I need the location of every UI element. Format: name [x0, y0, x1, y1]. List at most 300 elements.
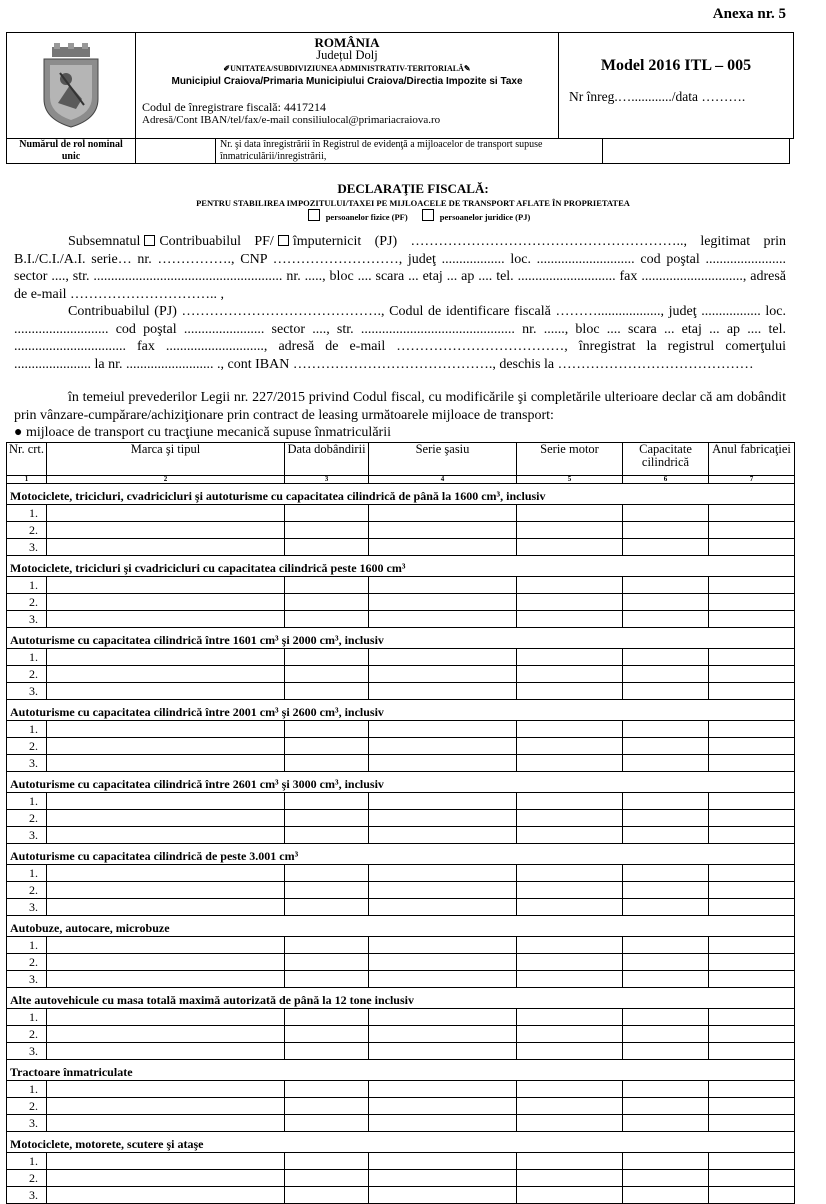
row-number: 1. — [7, 505, 47, 522]
table-cell-input[interactable] — [623, 666, 709, 683]
table-cell-input[interactable] — [709, 666, 795, 683]
table-cell-input[interactable] — [285, 1153, 369, 1170]
category-row — [7, 628, 795, 649]
table-cell-input[interactable] — [623, 1081, 709, 1098]
table-cell-input[interactable] — [709, 971, 795, 988]
table-cell-input[interactable] — [623, 1153, 709, 1170]
column-number: 5 — [517, 476, 623, 484]
table-cell-input[interactable] — [709, 1098, 795, 1115]
table-cell-input[interactable] — [623, 1098, 709, 1115]
table-cell-input[interactable] — [709, 577, 795, 594]
table-cell-input[interactable] — [47, 954, 285, 971]
table-cell-input[interactable] — [369, 594, 517, 611]
table-cell-input[interactable] — [285, 865, 369, 882]
row-number: 2. — [7, 1098, 47, 1115]
table-cell-input[interactable] — [623, 793, 709, 810]
legal-basis-paragraph — [14, 389, 786, 442]
table-cell-input[interactable] — [517, 827, 623, 844]
table-cell-input[interactable] — [517, 683, 623, 700]
table-cell-input[interactable] — [285, 666, 369, 683]
table-cell-input[interactable] — [709, 1170, 795, 1187]
row-number: 2. — [7, 810, 47, 827]
declaration-title: DECLARAŢIE FISCALĂ: — [337, 181, 489, 196]
taxpayer-paragraph — [14, 303, 786, 373]
table-cell-input[interactable] — [623, 1043, 709, 1060]
table-cell-input[interactable] — [623, 738, 709, 755]
institution-address: Adresă/Cont IBAN/tel/fax/e-mail consiliulocal@primariacraiova.ro — [142, 114, 441, 126]
table-cell-input[interactable] — [517, 611, 623, 628]
table-cell-input[interactable] — [517, 954, 623, 971]
category-label: Autoturisme cu capacitatea cilindrică între 1601 cm³ şi 2000 cm³, inclusiv — [7, 628, 709, 649]
column-number: 7 — [709, 476, 795, 484]
table-cell-input[interactable] — [517, 1026, 623, 1043]
table-cell-input[interactable] — [285, 1043, 369, 1060]
category-spacer — [709, 844, 795, 865]
table-cell-input[interactable] — [369, 577, 517, 594]
table-cell-input[interactable] — [285, 721, 369, 738]
row-number: 3. — [7, 539, 47, 556]
column-header: Serie şasiu — [369, 443, 517, 476]
register-label: Nr. şi data înregistrării în Registrul de evidenţă a mijloacelor de transport supuse înmatriculării/inregistrării, — [216, 139, 603, 164]
table-cell-input[interactable] — [517, 649, 623, 666]
header-box — [6, 32, 794, 139]
table-cell-input[interactable] — [369, 755, 517, 772]
table-row — [7, 899, 795, 916]
table-cell-input[interactable] — [285, 810, 369, 827]
table-cell-input[interactable] — [369, 1009, 517, 1026]
column-header: Marca şi tipul — [47, 443, 285, 476]
table-cell-input[interactable] — [517, 577, 623, 594]
table-cell-input[interactable] — [517, 755, 623, 772]
table-cell-input[interactable] — [285, 683, 369, 700]
table-cell-input[interactable] — [623, 954, 709, 971]
coat-of-arms-cell — [7, 33, 136, 139]
row-number: 2. — [7, 594, 47, 611]
table-cell-input[interactable] — [709, 649, 795, 666]
category-spacer — [709, 556, 795, 577]
category-row — [7, 916, 795, 937]
legal-basis-text: în temeiul prevederilor Legii nr. 227/2015 privind Codul fiscal, cu modificările şi completările ulterioare declar că am dobândit prin vânzare-cumpărare/achiziţionare prin contract de leasing următoarele mijloace de transport: — [14, 390, 786, 423]
category-label: Autoturisme cu capacitatea cilindrică între 2601 cm³ şi 3000 cm³, inclusiv — [7, 772, 709, 793]
table-row — [7, 937, 795, 954]
table-cell-input[interactable] — [369, 1187, 517, 1204]
category-row — [7, 844, 795, 865]
table-cell-input[interactable] — [623, 810, 709, 827]
category-label: Alte autovehicule cu masa totală maximă autorizată de până la 12 tone inclusiv — [7, 988, 709, 1009]
table-cell-input[interactable] — [369, 1026, 517, 1043]
table-row — [7, 1187, 795, 1204]
county-name: Județul Dolj — [316, 48, 378, 62]
table-cell-input[interactable] — [623, 522, 709, 539]
row-number: 1. — [7, 865, 47, 882]
table-cell-input[interactable] — [285, 793, 369, 810]
table-cell-input[interactable] — [709, 865, 795, 882]
table-cell-input[interactable] — [709, 954, 795, 971]
table-cell-input[interactable] — [369, 793, 517, 810]
table-cell-input[interactable] — [369, 937, 517, 954]
table-cell-input[interactable] — [369, 1153, 517, 1170]
table-cell-input[interactable] — [47, 1187, 285, 1204]
table-cell-input[interactable] — [623, 611, 709, 628]
row-number: 1. — [7, 721, 47, 738]
table-cell-input[interactable] — [517, 1081, 623, 1098]
table-cell-input[interactable] — [369, 721, 517, 738]
table-cell-input[interactable] — [517, 793, 623, 810]
table-cell-input[interactable] — [369, 683, 517, 700]
category-spacer — [709, 916, 795, 937]
undersigned-label: Subsemnatul — [68, 234, 141, 249]
row-number: 3. — [7, 611, 47, 628]
table-cell-input[interactable] — [285, 899, 369, 916]
category-row — [7, 772, 795, 793]
table-cell-input[interactable] — [369, 1115, 517, 1132]
table-cell-input[interactable] — [47, 505, 285, 522]
table-cell-input[interactable] — [47, 649, 285, 666]
table-cell-input[interactable] — [47, 539, 285, 556]
row-number: 2. — [7, 738, 47, 755]
table-cell-input[interactable] — [517, 1009, 623, 1026]
table-cell-input[interactable] — [369, 810, 517, 827]
row-number: 3. — [7, 971, 47, 988]
table-cell-input[interactable] — [517, 738, 623, 755]
model-box — [559, 33, 794, 139]
row-number: 2. — [7, 1026, 47, 1043]
register-field[interactable] — [603, 139, 790, 164]
table-cell-input[interactable] — [517, 899, 623, 916]
table-cell-input[interactable] — [285, 755, 369, 772]
table-row — [7, 666, 795, 683]
table-row — [7, 683, 795, 700]
table-cell-input[interactable] — [517, 1098, 623, 1115]
row-number: 1. — [7, 1081, 47, 1098]
table-row — [7, 649, 795, 666]
category-row — [7, 556, 795, 577]
table-cell-input[interactable] — [285, 738, 369, 755]
table-cell-input[interactable] — [369, 1098, 517, 1115]
table-cell-input[interactable] — [517, 1043, 623, 1060]
table-cell-input[interactable] — [709, 827, 795, 844]
contribuabil-pf-checkbox[interactable] — [144, 235, 155, 246]
table-row — [7, 971, 795, 988]
category-spacer — [709, 484, 795, 505]
table-cell-input[interactable] — [369, 882, 517, 899]
pj-checkbox[interactable] — [422, 209, 434, 221]
table-cell-input[interactable] — [285, 937, 369, 954]
table-cell-input[interactable] — [517, 1153, 623, 1170]
table-row — [7, 755, 795, 772]
table-cell-input[interactable] — [709, 1026, 795, 1043]
table-cell-input[interactable] — [709, 611, 795, 628]
pj-label: persoanelor juridice (PJ) — [439, 212, 531, 222]
table-row — [7, 1081, 795, 1098]
table-cell-input[interactable] — [369, 954, 517, 971]
column-header: Capacitate cilindrică — [623, 443, 709, 476]
table-cell-input[interactable] — [709, 522, 795, 539]
declarant-paragraph — [14, 233, 786, 303]
table-cell-input[interactable] — [709, 793, 795, 810]
table-cell-input[interactable] — [709, 899, 795, 916]
owner-type-options — [0, 209, 826, 222]
row-number: 1. — [7, 1009, 47, 1026]
category-row — [7, 700, 795, 721]
category-row — [7, 1060, 795, 1081]
registration-number-field[interactable]: Nr înreg.…............/data ………. — [569, 89, 746, 104]
table-row — [7, 522, 795, 539]
category-label: Motociclete, tricicluri şi cvadricicluri cu capacitatea cilindrică peste 1600 cm³ — [7, 556, 709, 577]
table-cell-input[interactable] — [517, 971, 623, 988]
table-row — [7, 882, 795, 899]
table-cell-input[interactable] — [709, 1115, 795, 1132]
fiscal-code: Codul de înregistrare fiscală: 4417214 — [142, 100, 326, 114]
table-cell-input[interactable] — [517, 1187, 623, 1204]
rol-label: Numărul de rol nominal unic — [7, 139, 136, 164]
table-cell-input[interactable] — [623, 865, 709, 882]
model-number: Model 2016 ITL – 005 — [600, 57, 752, 74]
table-cell-input[interactable] — [709, 505, 795, 522]
table-cell-input[interactable] — [47, 1115, 285, 1132]
table-cell-input[interactable] — [285, 577, 369, 594]
municipality-name: Municipiul Craiova/Primaria Municipiului Craiova/Directia Impozite si Taxe — [171, 76, 523, 87]
table-cell-input[interactable] — [517, 522, 623, 539]
table-cell-input[interactable] — [47, 882, 285, 899]
table-row — [7, 793, 795, 810]
table-cell-input[interactable] — [47, 827, 285, 844]
table-cell-input[interactable] — [517, 539, 623, 556]
category-spacer — [709, 772, 795, 793]
table-cell-input[interactable] — [285, 1081, 369, 1098]
table-cell-input[interactable] — [47, 666, 285, 683]
table-cell-input[interactable] — [47, 1043, 285, 1060]
table-cell-input[interactable] — [285, 539, 369, 556]
table-row — [7, 738, 795, 755]
table-cell-input[interactable] — [47, 937, 285, 954]
table-cell-input[interactable] — [47, 1081, 285, 1098]
table-cell-input[interactable] — [47, 1009, 285, 1026]
table-cell-input[interactable] — [623, 827, 709, 844]
category-label: Autobuze, autocare, microbuze — [7, 916, 709, 937]
table-row — [7, 1170, 795, 1187]
table-row — [7, 827, 795, 844]
table-cell-input[interactable] — [47, 810, 285, 827]
table-row — [7, 1026, 795, 1043]
table-cell-input[interactable] — [47, 755, 285, 772]
table-cell-input[interactable] — [285, 827, 369, 844]
table-cell-input[interactable] — [285, 649, 369, 666]
table-cell-input[interactable] — [47, 865, 285, 882]
table-cell-input[interactable] — [623, 505, 709, 522]
table-cell-input[interactable] — [285, 1026, 369, 1043]
rol-field[interactable] — [136, 139, 216, 164]
table-cell-input[interactable] — [709, 937, 795, 954]
table-cell-input[interactable] — [623, 882, 709, 899]
category-spacer — [709, 628, 795, 649]
declarant-details[interactable]: împuternicit (PJ) ………………………………………………….., legitimat prin B.I./C.I./A.I. serie… nr. ……………., CNP ………………………, judeţ .................. loc. ............................ cod poştal ....................... sector ...., str. ...................................................... nr. ....., bloc .... scara ... etaj ... ap .... tel. ............................ fax ............................., adresă de e-mail ………………………….. , — [14, 234, 786, 302]
table-cell-input[interactable] — [369, 666, 517, 683]
row-number: 3. — [7, 1187, 47, 1204]
table-row — [7, 505, 795, 522]
table-cell-input[interactable] — [369, 827, 517, 844]
table-cell-input[interactable] — [369, 1043, 517, 1060]
table-cell-input[interactable] — [709, 594, 795, 611]
table-cell-input[interactable] — [517, 505, 623, 522]
imputernicit-checkbox[interactable] — [278, 235, 289, 246]
table-cell-input[interactable] — [47, 611, 285, 628]
table-cell-input[interactable] — [517, 594, 623, 611]
table-cell-input[interactable] — [47, 683, 285, 700]
column-header: Data dobândirii — [285, 443, 369, 476]
vehicle-table — [6, 442, 795, 1204]
taxpayer-details[interactable]: Contribuabilul (PJ) ……………………………………., Codul de identificare fiscală ……….................., judeţ ................. loc. ........................... cod poştal ....................... sector ...., str. ............................................ nr. ......, bloc .... scara ... etaj ... ap .... tel. ................................ fax ............................, adresă de e-mail ………………………………, înregistrat la registrul comerţului ...................... la nr. ......................... ., cont IBAN ……………………………………., deschis la …………………………………… — [14, 304, 786, 372]
row-number: 3. — [7, 899, 47, 916]
category-label: Tractoare înmatriculate — [7, 1060, 709, 1081]
table-cell-input[interactable] — [285, 611, 369, 628]
table-cell-input[interactable] — [709, 683, 795, 700]
table-cell-input[interactable] — [517, 666, 623, 683]
table-cell-input[interactable] — [47, 594, 285, 611]
table-cell-input[interactable] — [623, 683, 709, 700]
table-cell-input[interactable] — [517, 937, 623, 954]
table-cell-input[interactable] — [369, 611, 517, 628]
table-cell-input[interactable] — [47, 1098, 285, 1115]
table-row — [7, 954, 795, 971]
row-number: 2. — [7, 1170, 47, 1187]
table-cell-input[interactable] — [369, 899, 517, 916]
institution-info — [136, 33, 559, 139]
category-spacer — [709, 988, 795, 1009]
table-cell-input[interactable] — [709, 1081, 795, 1098]
table-cell-input[interactable] — [285, 1115, 369, 1132]
table-cell-input[interactable] — [709, 1043, 795, 1060]
table-cell-input[interactable] — [369, 1170, 517, 1187]
row-number: 1. — [7, 1153, 47, 1170]
table-cell-input[interactable] — [623, 721, 709, 738]
table-cell-input[interactable] — [369, 971, 517, 988]
table-cell-input[interactable] — [623, 1026, 709, 1043]
table-row — [7, 1043, 795, 1060]
table-cell-input[interactable] — [369, 539, 517, 556]
vehicle-type-bullet: ● mijloace de transport cu tracţiune mecanică supuse înmatriculării — [14, 425, 391, 440]
table-cell-input[interactable] — [623, 1115, 709, 1132]
column-header: Nr. crt. — [7, 443, 47, 476]
table-cell-input[interactable] — [623, 755, 709, 772]
table-cell-input[interactable] — [623, 1170, 709, 1187]
contribuabil-pf-label: Contribuabilul PF/ — [159, 234, 274, 249]
table-row — [7, 611, 795, 628]
table-cell-input[interactable] — [517, 1170, 623, 1187]
column-number: 6 — [623, 476, 709, 484]
table-cell-input[interactable] — [709, 1187, 795, 1204]
register-row — [6, 138, 790, 164]
table-row — [7, 1098, 795, 1115]
table-row — [7, 721, 795, 738]
table-cell-input[interactable] — [47, 1026, 285, 1043]
table-cell-input[interactable] — [369, 738, 517, 755]
table-cell-input[interactable] — [623, 594, 709, 611]
column-number: 2 — [47, 476, 285, 484]
row-number: 2. — [7, 522, 47, 539]
table-row — [7, 865, 795, 882]
column-number: 4 — [369, 476, 517, 484]
table-cell-input[interactable] — [709, 721, 795, 738]
administrative-unit: ✐UNITATEA/SUBDIVIZIUNEA ADMINISTRATIV-TERITORIALĂ✎ — [223, 64, 471, 73]
row-number: 1. — [7, 577, 47, 594]
table-cell-input[interactable] — [709, 755, 795, 772]
table-cell-input[interactable] — [623, 899, 709, 916]
table-cell-input[interactable] — [709, 738, 795, 755]
table-cell-input[interactable] — [47, 738, 285, 755]
table-cell-input[interactable] — [623, 1187, 709, 1204]
row-number: 2. — [7, 954, 47, 971]
column-number: 1 — [7, 476, 47, 484]
table-cell-input[interactable] — [623, 577, 709, 594]
table-cell-input[interactable] — [709, 810, 795, 827]
table-cell-input[interactable] — [47, 721, 285, 738]
table-cell-input[interactable] — [709, 1009, 795, 1026]
table-cell-input[interactable] — [623, 649, 709, 666]
table-cell-input[interactable] — [285, 594, 369, 611]
category-spacer — [709, 1132, 795, 1153]
table-cell-input[interactable] — [369, 1081, 517, 1098]
table-row — [7, 539, 795, 556]
table-cell-input[interactable] — [285, 1187, 369, 1204]
table-cell-input[interactable] — [285, 1009, 369, 1026]
row-number: 3. — [7, 1043, 47, 1060]
table-cell-input[interactable] — [285, 882, 369, 899]
table-cell-input[interactable] — [369, 505, 517, 522]
table-cell-input[interactable] — [47, 577, 285, 594]
table-cell-input[interactable] — [285, 505, 369, 522]
table-cell-input[interactable] — [517, 721, 623, 738]
table-cell-input[interactable] — [369, 522, 517, 539]
table-cell-input[interactable] — [285, 971, 369, 988]
table-cell-input[interactable] — [709, 539, 795, 556]
category-label: Motociclete, motorete, scutere şi ataşe — [7, 1132, 709, 1153]
table-cell-input[interactable] — [285, 522, 369, 539]
table-cell-input[interactable] — [47, 1153, 285, 1170]
pf-checkbox[interactable] — [308, 209, 320, 221]
category-spacer — [709, 1060, 795, 1081]
table-cell-input[interactable] — [285, 954, 369, 971]
row-number: 2. — [7, 666, 47, 683]
table-cell-input[interactable] — [623, 539, 709, 556]
table-cell-input[interactable] — [47, 793, 285, 810]
table-cell-input[interactable] — [623, 971, 709, 988]
column-header: Anul fabricaţiei — [709, 443, 795, 476]
table-cell-input[interactable] — [285, 1170, 369, 1187]
table-cell-input[interactable] — [709, 1153, 795, 1170]
table-cell-input[interactable] — [517, 882, 623, 899]
table-cell-input[interactable] — [709, 882, 795, 899]
table-cell-input[interactable] — [623, 1009, 709, 1026]
table-cell-input[interactable] — [47, 899, 285, 916]
table-cell-input[interactable] — [517, 1115, 623, 1132]
row-number: 1. — [7, 937, 47, 954]
table-cell-input[interactable] — [369, 649, 517, 666]
category-label: Motociclete, tricicluri, cvadricicluri şi autoturisme cu capacitatea cilindrică de până la 1600 cm³, inclusiv — [7, 484, 709, 505]
table-cell-input[interactable] — [285, 1098, 369, 1115]
table-cell-input[interactable] — [623, 937, 709, 954]
table-row — [7, 1115, 795, 1132]
table-cell-input[interactable] — [517, 810, 623, 827]
table-cell-input[interactable] — [47, 522, 285, 539]
row-number: 3. — [7, 1115, 47, 1132]
table-cell-input[interactable] — [47, 971, 285, 988]
country-name: ROMÂNIA — [314, 35, 380, 50]
table-cell-input[interactable] — [517, 865, 623, 882]
table-cell-input[interactable] — [47, 1170, 285, 1187]
column-header: Serie motor — [517, 443, 623, 476]
table-cell-input[interactable] — [369, 865, 517, 882]
